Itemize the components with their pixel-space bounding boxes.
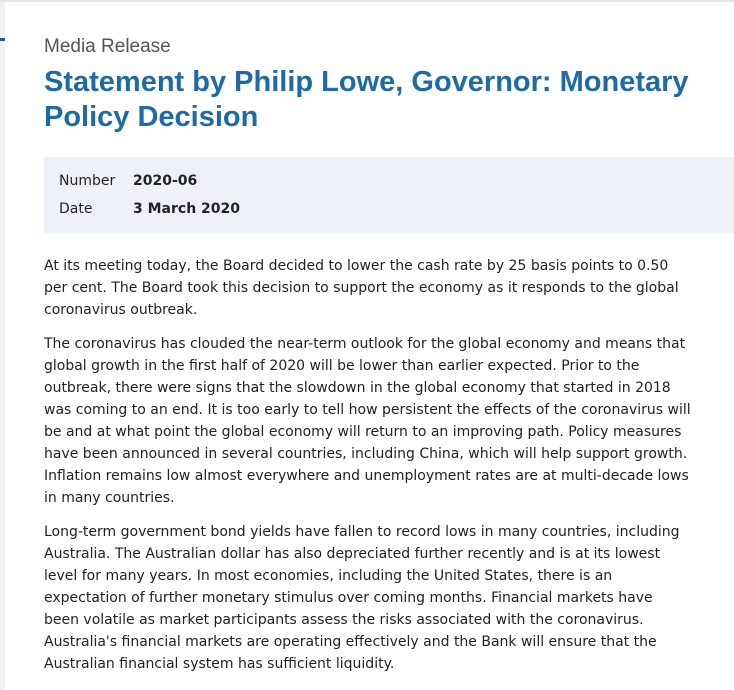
meta-value-number: 2020-06 (133, 173, 198, 189)
meta-row-date (59, 195, 734, 223)
paragraph-1: At its meeting today, the Board decided to lower the cash rate by 25 basis points to 0.50 per cent. The Board took this decision to support the economy as it responds to the global coronavirus outbreak. (44, 258, 679, 318)
article (44, 36, 734, 687)
article-kicker: Media Release (44, 36, 171, 57)
top-divider (0, 0, 734, 2)
page-title: Statement by Philip Lowe, Governor: Monetary Policy Decision (44, 66, 689, 133)
paragraph-2: The coronavirus has clouded the near-term outlook for the global economy and means that global growth in the first half of 2020 will be lower than earlier expected. Prior to the outbreak, there were signs that the slowdown in the global economy that started in 2018 was coming to an end. It is too early to tell how persistent the effects of the coronavirus will be and at what point the global economy will return to an improving path. Policy measures have been announced in several countries, including China, which will help support growth. Inflation remains low almost everywhere and unemployment rates are at multi-decade lows in many countries. (44, 336, 691, 506)
meta-row-number (59, 167, 734, 195)
meta-label-date: Date (59, 201, 93, 217)
left-sidebar-edge (0, 2, 5, 690)
paragraph-3: Long-term government bond yields have fallen to record lows in many countries, including Australia. The Australian dollar has also depreciated further recently and is at its lowest level for many years. In most economies, including the United States, there is an expectation of further monetary stimulus over coming months. Financial markets have been volatile as market participants assess the risks associated with the coronavirus. Australia's financial markets are operating effectively and the Bank will ensure that the Australian financial system has sufficient liquidity. (44, 524, 680, 672)
meta-label-number: Number (59, 173, 116, 189)
release-meta-box (44, 157, 734, 233)
article-body (44, 255, 692, 675)
left-sidebar-accent (0, 38, 5, 41)
meta-value-date: 3 March 2020 (133, 201, 241, 217)
